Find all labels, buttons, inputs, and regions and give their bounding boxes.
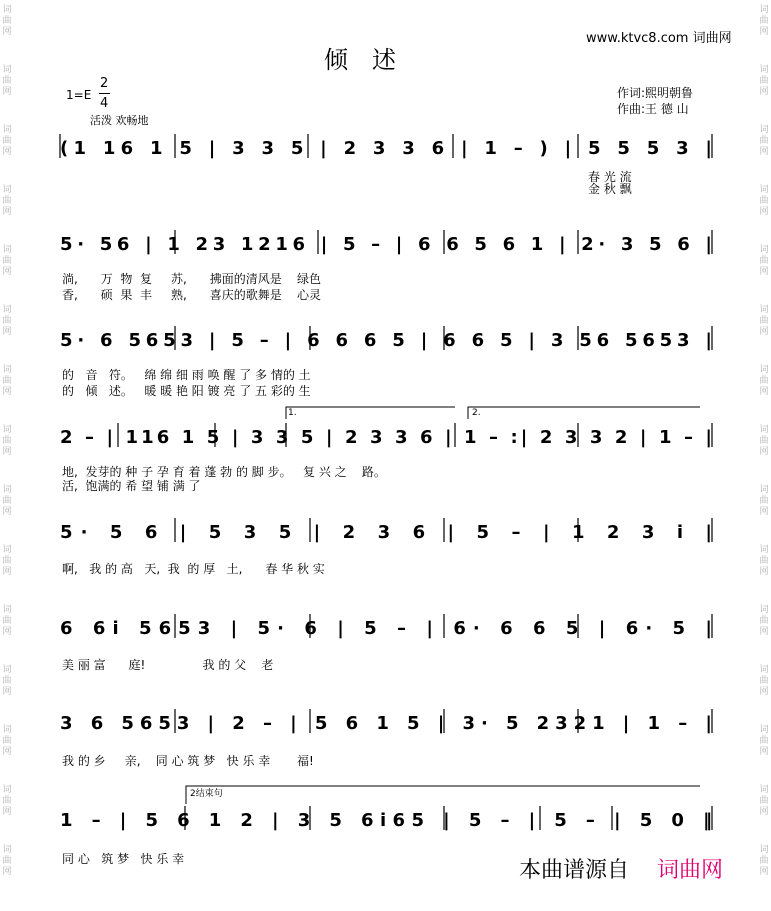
watermark-glyph: 词 曲 网 xyxy=(759,725,769,757)
lyric-line: 的 音 符。 绵 绵 细 雨 唤 醒 了 多 情的 土 xyxy=(62,368,311,382)
volta-second-bracket xyxy=(468,407,700,419)
watermark-glyph: 词 曲 网 xyxy=(759,845,769,877)
lyric-line: 同 心 筑 梦 快 乐 幸 xyxy=(62,852,185,866)
watermark-glyph: 词 曲 网 xyxy=(2,185,12,217)
lyricist-credit: 作词:熙明朝鲁 xyxy=(617,86,694,100)
ending-label: 2结束句 xyxy=(190,789,223,799)
lyric-line: 地, 发芽的 种 子 孕 育 着 蓬 勃 的 脚 步。 复 兴 之 路。 xyxy=(62,465,386,479)
watermark-glyph: 词 曲 网 xyxy=(2,5,12,37)
lyric-line: 春 光 流 xyxy=(588,170,632,184)
watermark-glyph: 词 曲 网 xyxy=(2,365,12,397)
notation-row: 3 6 5653 | 2 – | 5 6 1 5 | 3· 5 2321 | 1 – | xyxy=(60,713,712,734)
song-title: 倾述 xyxy=(324,46,420,74)
watermark-glyph: 词 曲 网 xyxy=(759,605,769,637)
watermark-glyph: 词 曲 网 xyxy=(2,785,12,817)
watermark-glyph: 词 曲 网 xyxy=(2,485,12,517)
watermark-glyph: 词 曲 网 xyxy=(759,65,769,97)
watermark-glyph: 词 曲 网 xyxy=(759,365,769,397)
key-signature: 1=E xyxy=(66,88,92,102)
time-signature-bottom: 4 xyxy=(100,96,109,111)
notation-row: 5· 5 6 | 5 3 5 | 2 3 6 | 5 – | 1 2 3 i | xyxy=(60,522,712,543)
brand-source-text: 本曲谱源自 xyxy=(519,858,630,883)
watermark-glyph: 词 曲 网 xyxy=(759,785,769,817)
lyric-line: 美 丽 富 庭! 我 的 父 老 xyxy=(62,658,274,672)
lyric-line: 香, 硕 果 丰 熟, 喜庆的歌舞是 心灵 xyxy=(62,288,321,302)
watermark-glyph: 词 曲 网 xyxy=(2,605,12,637)
tempo-marking: 活泼 欢畅地 xyxy=(90,114,149,127)
watermark-glyph: 词 曲 网 xyxy=(2,305,12,337)
volta-first-bracket xyxy=(286,407,455,419)
notation-row: 5· 6 5653 | 5 – | 6 6 6 5 | 6 6 5 | 3 56 5653 | xyxy=(60,330,713,351)
brand-logo-text[interactable]: 词曲网 xyxy=(657,858,724,883)
watermark-glyph: 词 曲 网 xyxy=(2,425,12,457)
watermark-glyph: 词 曲 网 xyxy=(2,245,12,277)
site-url[interactable]: www.ktvc8.com 词曲网 xyxy=(586,31,732,46)
watermark-glyph: 词 曲 网 xyxy=(759,425,769,457)
watermark-glyph: 词 曲 网 xyxy=(759,665,769,697)
watermark-glyph: 词 曲 网 xyxy=(759,545,769,577)
notation-row: 2 – | 116 1 5 | 3 3 5 | 2 3 3 6 | 1 – :| 2 3 3 2 | 1 – | xyxy=(60,427,712,448)
watermark-glyph: 词 曲 网 xyxy=(2,845,12,877)
volta-second: 2. xyxy=(472,408,481,418)
watermark-glyph: 词 曲 网 xyxy=(759,125,769,157)
watermark-glyph: 词 曲 网 xyxy=(2,545,12,577)
watermark-glyph: 词 曲 网 xyxy=(759,5,769,37)
composer-credit: 作曲:王 德 山 xyxy=(617,102,689,116)
lyric-line: 啊, 我 的 高 天, 我 的 厚 土, 春 华 秋 实 xyxy=(62,562,325,576)
watermark-glyph: 词 曲 网 xyxy=(759,305,769,337)
notation-row: 5· 56 | 1 23 1216 | 5 – | 6 6 5 6 1 | 2· 3 5 6 | xyxy=(60,234,713,255)
volta-first: 1. xyxy=(288,408,297,418)
lyric-line: 淌, 万 物 复 苏, 拂面的清风是 绿色 xyxy=(62,272,321,286)
watermark-glyph: 词 曲 网 xyxy=(2,665,12,697)
watermark-glyph: 词 曲 网 xyxy=(759,185,769,217)
ending-bracket xyxy=(186,786,700,804)
lyric-line: 的 倾 述。 暖 暖 艳 阳 镀 亮 了 五 彩的 生 xyxy=(62,384,311,398)
watermark-glyph: 词 曲 网 xyxy=(2,125,12,157)
watermark-glyph: 词 曲 网 xyxy=(2,725,12,757)
notation-row: 6 6i 5653 | 5· 6 | 5 – | 6· 6 6 5 | 6· 5 | xyxy=(60,618,712,639)
watermark-glyph: 词 曲 网 xyxy=(759,245,769,277)
lyric-line: 金 秋 飘 xyxy=(588,182,632,196)
notation-row: 1 – | 5 6 1 2 | 3 5 6i65 | 5 – | 5 – | 5 0 ‖ xyxy=(60,810,712,831)
time-signature-top: 2 xyxy=(100,76,109,91)
notation-row: (1 16 1 5 | 3 3 5 | 2 3 3 6 | 1 – ) | 5 5 5 3 | xyxy=(60,138,712,159)
lyric-line: 我 的 乡 亲, 同 心 筑 梦 快 乐 幸 福! xyxy=(62,754,314,768)
watermark-glyph: 词 曲 网 xyxy=(2,65,12,97)
lyric-line: 活, 饱满的 希 望 铺 满 了 xyxy=(62,479,201,493)
watermark-glyph: 词 曲 网 xyxy=(759,485,769,517)
